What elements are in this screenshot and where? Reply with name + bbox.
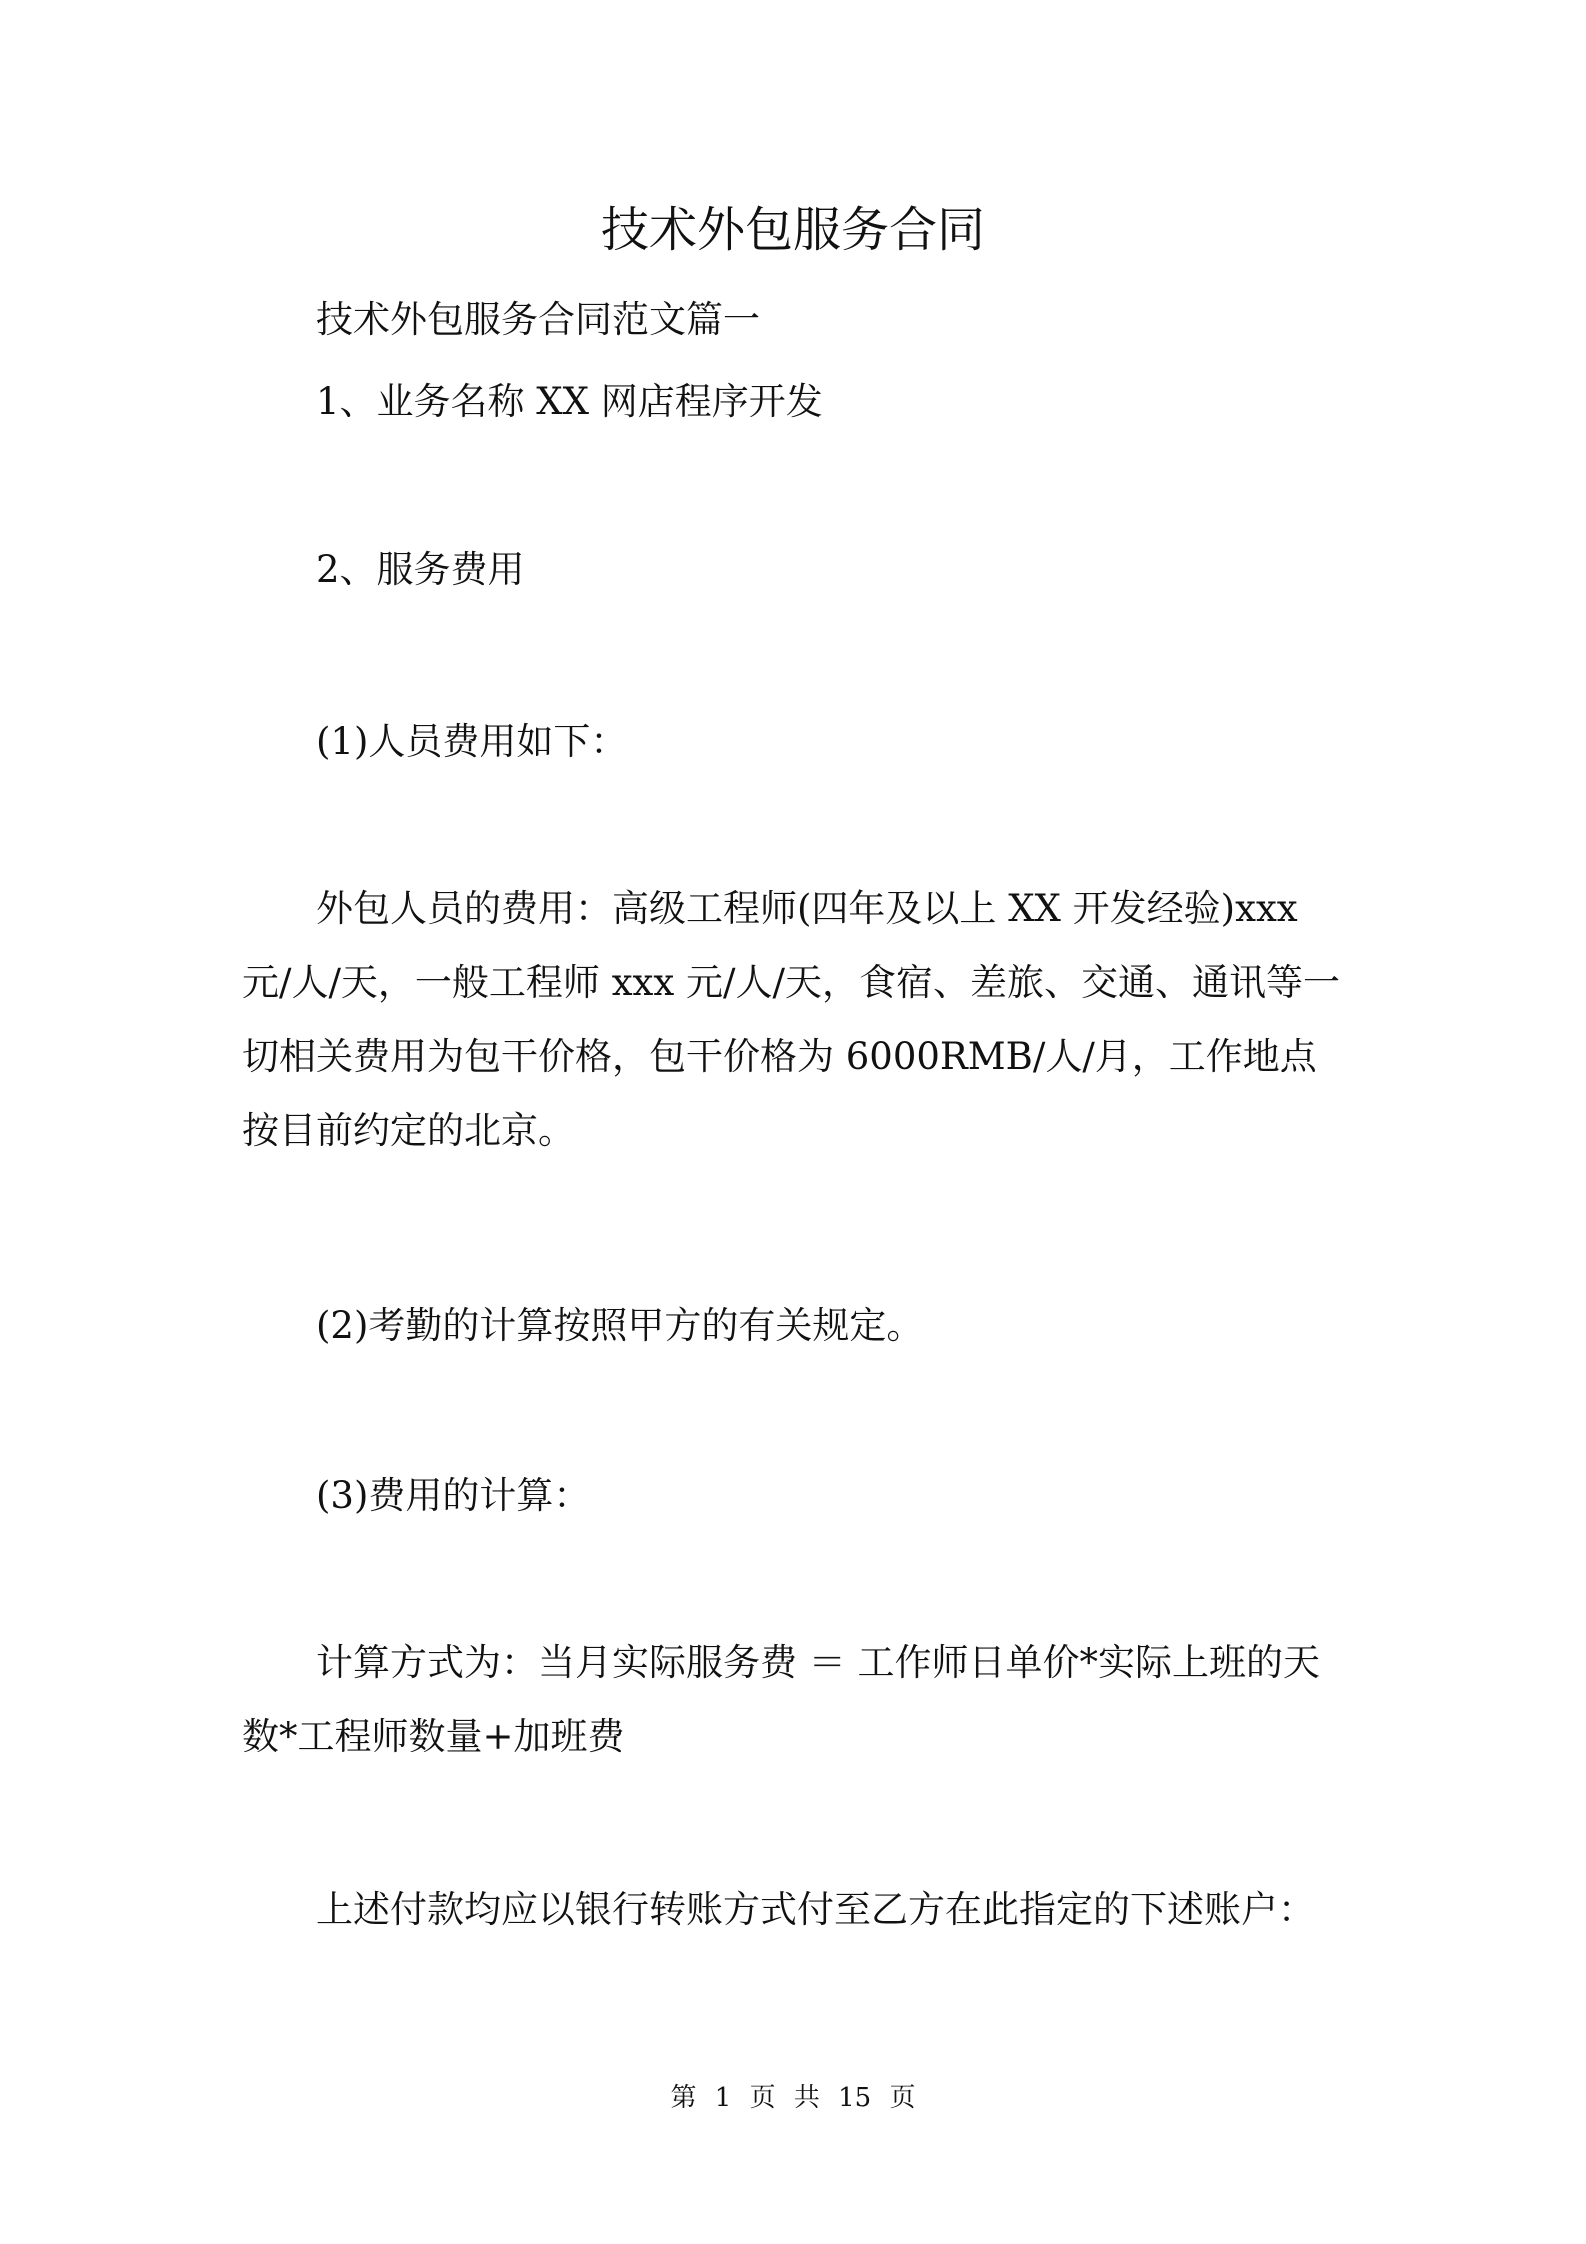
section-2-3-fee-calculation: (3)费用的计算： [316, 1474, 591, 1517]
payment-instructions: 上述付款均应以银行转账方式付至乙方在此指定的下述账户： [316, 1888, 1315, 1931]
section-1-business-name: 1、业务名称 XX 网店程序开发 [316, 380, 823, 423]
section-2-service-fee: 2、服务费用 [316, 548, 525, 591]
section-2-2-attendance: (2)考勤的计算按照甲方的有关规定。 [316, 1304, 924, 1347]
calculation-paragraph: 计算方式为：当月实际服务费 ＝ 工作师日单价*实际上班的天数*工程师数量+加班费 [242, 1641, 1321, 1758]
document-subtitle: 技术外包服务合同范文篇一 [316, 298, 760, 341]
document-title: 技术外包服务合同 [600, 202, 985, 258]
fees-paragraph: 外包人员的费用：高级工程师(四年及以上 XX 开发经验)xxx 元/人/天，一般工程师 xxx 元/人/天，食宿、差旅、交通、通讯等一切相关费用为包干价格，包干价格为 6000RMB/人/月，工作地点按目前约定的北京。 [242, 887, 1340, 1152]
section-2-1-personnel-cost: (1)人员费用如下： [316, 720, 628, 763]
page-number-footer: 第 1 页 共 15 页 [670, 2083, 916, 2113]
